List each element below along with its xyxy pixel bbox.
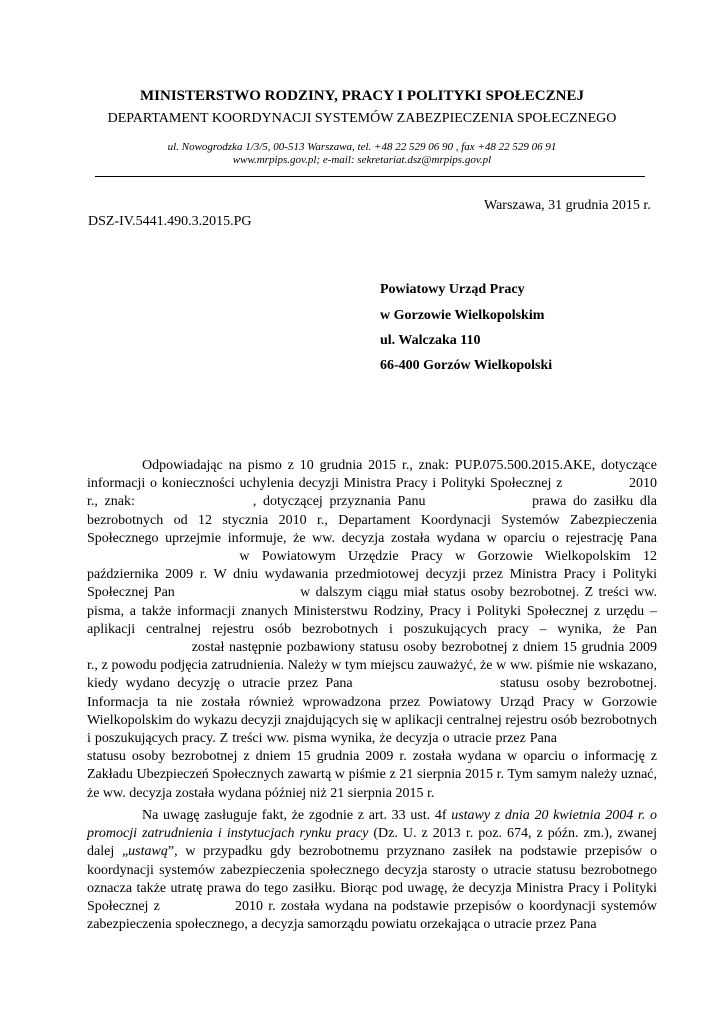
p1-text-h: statusu osoby bezrobotnej. Informacja ta nie została również wprowadzona przez Powiatowy Urząd Pracy w Gorzowie Wielkopolskim do wykazu decyzji znajdujących się w aplikacji centralnej rejestru osób bezrobotnych i poszukujących pracy. Z treści ww. pisma wynika, że decyzja o utracie przez Pana [87,676,658,747]
body-paragraph-2 [87,807,657,934]
p2-defined-term: ustawą [128,844,168,860]
p1-text-i: statusu osoby bezrobotnej z dniem 15 grudnia 2009 r. została wydana w oparciu o informację z Zakładu Ubezpieczeń Społecznych zawartą w piśmie z 21 sierpnia 2015 r. Tym samym należy uznać, że ww. decyzja została wydana później niż 21 sierpnia 2015 r. [87,749,657,801]
recipient-line-1: Powiatowy Urząd Pracy [380,282,525,297]
reference-number: DSZ-IV.5441.490.3.2015.PG [88,214,252,229]
p2-text-a: Na uwagę zasługuje fakt, że zgodnie z art. 33 ust. 4f [142,808,447,823]
p1-text-e: w Powiatowym Urzędzie Pracy w Gorzowie Wielkopolskim 12 października 2009 r. W dniu wydawania przedmiotowej decyzji przez Ministra Pracy i Polityki Społecznej Pan [87,549,658,601]
recipient-line-4: 66-400 Gorzów Wielkopolski [380,358,553,373]
contact-line: www.mrpips.gov.pl; e-mail: sekretariat.dsz@mrpips.gov.pl [232,154,492,166]
p2-text-c: (Dz. U. z 2013 r. poz. 674, z późn. zm.), zwanej dalej „ [87,826,658,860]
ministry-name: MINISTERSTWO RODZINY, PRACY I POLITYKI SPOŁECZNEJ [140,88,584,104]
p1-text-b: 2010 r., znak: [87,476,658,510]
recipient-line-3: ul. Walczaka 110 [380,333,481,348]
p1-text-f: w dalszym ciągu miał status osoby bezrobotnej. Z treści ww. pisma, a także informacji znanych Ministerstwu Rodziny, Pracy i Polityki Społecznej z urzędu – aplikacji centralnej rejestru osób bezrobotnych i poszukujących pracy – wynika, że Pan [87,585,658,637]
department-name: DEPARTAMENT KOORDYNACJI SYSTEMÓW ZABEZPIECZENIA SPOŁECZNEGO [107,111,617,126]
header-divider [95,176,645,177]
p1-text-a: Odpowiadając na pismo z 10 grudnia 2015 r., znak: PUP.075.500.2015.AKE, dotyczące informacji o konieczności uchylenia decyzji Ministra Pracy i Polityki Społecznej z [87,458,657,492]
recipient-line-2: w Gorzowie Wielkopolskim [380,308,545,323]
p2-act-title: ustawy z dnia 20 kwietnia 2004 r. o promocji zatrudnienia i instytucjach rynku pracy [87,808,658,842]
date-place: Warszawa, 31 grudnia 2015 r. [484,198,651,213]
p1-text-d: prawa do zasiłku dla bezrobotnych od 12 stycznia 2010 r., Departament Koordynacji Systemów Zabezpieczenia Społecznego uprzejmie informuje, że ww. decyzja została wydana w oparciu o rejestrację Pana [87,494,657,546]
p1-text-c: , dotyczącej przyznania Panu [252,494,426,510]
address-line: ul. Nowogrodzka 1/3/5, 00-513 Warszawa, tel. +48 22 529 06 90 , fax +48 22 529 06 91 [167,141,557,153]
p2-text-f: 2010 r. została wydana na podstawie przepisów o koordynacji systemów zabezpieczenia społecznego, a decyzja samorządu powiatu orzekająca o utracie przez Pana [87,899,658,933]
p1-text-g: został następnie pozbawiony statusu osoby bezrobotnej z dniem 15 grudnia 2009 r., z powodu podjęcia zatrudnienia. Należy w tym miejscu zauważyć, że w ww. piśmie nie wskazano, kiedy wydano decyzję o utracie przez Pana [87,640,657,692]
p2-text-e: ”, w przypadku gdy bezrobotnemu przyznano zasiłek na podstawie przepisów o koordynacji systemów zabezpieczenia społecznego decyzja starosty o utracie statusu bezrobotnego oznacza także utratę prawa do tego zasiłku. Biorąc pod uwagę, że decyzja Ministra Pracy i Polityki Społecznej z [87,844,658,915]
body-paragraph-1 [87,457,657,803]
